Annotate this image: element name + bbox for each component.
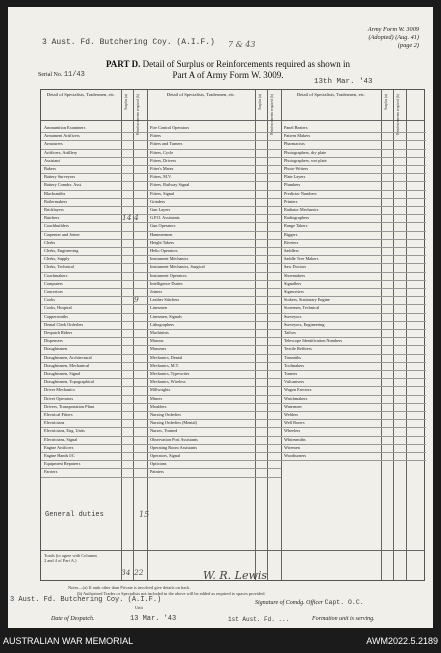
- entry-reinforcements: 4: [134, 213, 139, 223]
- trade-label: Fitters and Turners: [150, 141, 183, 147]
- trade-label: Ammunition Examiners: [44, 125, 86, 130]
- trade-label: Battery Comdrs. Asst.: [44, 182, 82, 188]
- trade-label: Computers: [44, 280, 63, 286]
- trade-label: Mechanics, Dental: [150, 354, 183, 360]
- note-b: (b) Authorised Trades or Specialists not included in the above will be added as required to spaces provided.: [77, 591, 266, 596]
- trade-label: G.P.O. Assistants: [150, 215, 180, 221]
- serving-unit-caption: Formation unit is serving.: [312, 616, 375, 622]
- trade-label: Joiners: [150, 289, 163, 294]
- trade-label: Watchmakers: [284, 395, 308, 401]
- trade-label: Machinists: [150, 330, 169, 335]
- trade-label: Fitter's Mates: [150, 166, 174, 171]
- trade-label: Photographers, wet plate: [284, 157, 327, 163]
- trade-label: Panel Beaters: [284, 125, 308, 130]
- trade-label: Cooks: [44, 297, 55, 303]
- trade-label: Driver Mechanics: [44, 387, 75, 393]
- trade-label: Nurses, Trained: [150, 428, 178, 434]
- trade-label: Shoemakers: [284, 272, 306, 278]
- trade-label: Lithographers: [150, 321, 175, 327]
- trade-label: Butchers: [44, 215, 60, 221]
- trade-label: Fitters, M.V.: [150, 174, 172, 180]
- trade-label: Operating Room Assistants: [150, 444, 198, 450]
- trade-label: Tinsmiths: [284, 354, 302, 360]
- trade-label: Draughtsmen, Architectural: [44, 354, 92, 360]
- trade-label: Wiremen: [284, 444, 300, 450]
- trade-label: Fitters, Signal: [150, 190, 175, 196]
- trade-label: Radiator Mechanics: [284, 207, 319, 212]
- trade-label: Drivers, Transportation Plant: [44, 403, 95, 409]
- trade-label: Radiographers: [284, 215, 310, 221]
- form-reference: Army Form W. 3009 (Adopted) (Aug. 41) (page 2): [367, 26, 419, 49]
- trade-label: Clerks, Supply: [44, 256, 70, 262]
- trade-label: Height Takers: [150, 239, 175, 245]
- serial-number: Serial No. 11/43: [38, 71, 85, 79]
- trade-label: Mechanics, M.T.: [150, 362, 180, 368]
- trade-label: Farriers: [44, 469, 58, 475]
- trade-label: Fitters, Railway Signal: [150, 182, 190, 188]
- trade-label: Gun Operators: [150, 223, 176, 229]
- trade-label: Grinders: [150, 198, 166, 204]
- trade-label: Bricklayers: [44, 207, 64, 212]
- trade-label: Armament Artificers: [44, 133, 80, 139]
- column-header-reinforcements-3: Reinforcements required (b): [396, 94, 400, 135]
- date-typed: 13th Mar. '43: [314, 78, 373, 86]
- trade-label: Masons: [150, 338, 164, 344]
- trade-label: Moulders: [150, 403, 167, 409]
- trade-label: Surveyors, Engineering: [284, 321, 325, 327]
- trade-label: Instrument Operators: [150, 272, 187, 278]
- trade-label: Boilermakers: [44, 198, 68, 204]
- trade-label: Watermen: [284, 403, 302, 409]
- trade-label: Wheelers: [284, 428, 301, 434]
- column-header-surplus-2: Surplus (a): [258, 94, 262, 110]
- trade-label: Signwriters: [284, 289, 304, 294]
- trade-label: Equipment Repairers: [44, 461, 81, 467]
- trade-label: Intelligence Duties: [150, 280, 183, 286]
- trade-label: Draughtsmen, Mechanical: [44, 362, 90, 368]
- trade-label: Opticians: [150, 461, 167, 467]
- trade-label: Operators, Signal: [150, 453, 181, 458]
- trade-label: Linesmen: [150, 305, 167, 311]
- trade-label: Pattern Makers: [284, 133, 311, 139]
- archive-footer: [0, 628, 441, 653]
- trade-label: Saddle Tree Makers: [284, 256, 319, 262]
- trade-label: Nursing Orderlies: [150, 412, 181, 417]
- despatch-date-label: Date of Despatch.: [51, 616, 95, 622]
- trade-label: Armourers: [44, 141, 63, 147]
- trade-label: Textile Refitters: [284, 346, 312, 352]
- trade-label: Assistant: [44, 157, 60, 163]
- trade-label: Coachmakers: [44, 272, 68, 278]
- trade-label: Instrument Mechanics, Surgical: [150, 264, 205, 270]
- trade-label: Plate Layers: [284, 174, 306, 180]
- trade-label: Woodturners: [284, 453, 307, 458]
- trade-label: Instrument Mechanics: [150, 256, 189, 262]
- general-duties-label: General duties: [45, 511, 104, 519]
- surplus-table: [40, 89, 425, 581]
- trade-label: Photographers, dry plate: [284, 149, 327, 155]
- entry-reinforcements: 9: [134, 295, 139, 305]
- trade-label: Range Takers: [284, 223, 308, 229]
- signature-caption: Signature of Comdg. Officer Capt. O.C.: [255, 599, 364, 606]
- totals-label: Totals (to agree with Columns 2 and 4 of Part A.): [44, 553, 98, 564]
- trade-label: Gun Layers: [150, 207, 171, 212]
- trade-label: Concretors: [44, 289, 63, 294]
- general-duties-surplus: 15: [139, 510, 150, 519]
- document-sheet: [8, 7, 433, 628]
- trade-label: Engine Hands I/C: [44, 453, 75, 458]
- trade-label: Saw Doctors: [284, 264, 307, 270]
- trade-label: Vulcanisers: [284, 379, 305, 385]
- column-header-surplus-1: Surplus (a): [124, 94, 128, 110]
- trade-label: Miners: [150, 395, 163, 401]
- part-label: PART D.: [105, 59, 141, 69]
- row-rule: [281, 460, 426, 461]
- trade-label: Helio Operators: [150, 248, 178, 253]
- trade-label: Saddlers: [284, 248, 299, 253]
- trade-label: Plumbers: [284, 182, 301, 188]
- trade-label: Linesmen, Signals: [150, 313, 182, 319]
- trade-label: Wagon Erectors: [284, 387, 312, 393]
- trade-label: Leather Stitchers: [150, 297, 180, 303]
- row-rule: [147, 477, 281, 478]
- trade-label: Electricians: [44, 420, 65, 426]
- trade-label: Driver Operators: [44, 395, 74, 401]
- trade-label: Printers: [284, 198, 298, 204]
- trade-label: Clerks, Technical: [44, 264, 74, 270]
- despatch-date-value: 13 Mar. '43: [130, 615, 177, 623]
- trade-label: Carpenter and Joiner: [44, 231, 80, 237]
- unit-name-typed: 3 Aust. Fd. Butchering Coy. (A.I.F.): [42, 38, 215, 47]
- trade-label: Hammermen: [150, 231, 173, 237]
- period-handwritten: 7 & 43: [228, 40, 256, 49]
- column-header-specialists-2: Detail of Specialists, Tradesmen, etc.: [166, 92, 236, 97]
- form-title-text: Detail of Surplus or Reinforcements required as shown in: [142, 59, 351, 69]
- trade-label: Well Borers: [284, 420, 305, 426]
- trade-label: Electrical Fitters: [44, 412, 73, 417]
- row-rule: [41, 477, 147, 478]
- trade-label: Surveyors: [284, 313, 302, 319]
- trade-label: Stokers, Stationary Engine: [284, 297, 330, 303]
- footer-unit-caption: Unit: [135, 605, 143, 610]
- trade-label: Dispensers: [44, 338, 63, 344]
- trade-label: Riveters: [284, 239, 299, 245]
- footer-unit-typed: 3 Aust. Fd. Butchering Coy. (A.I.F.): [10, 596, 162, 604]
- trade-label: Electricians, Eng. Units: [44, 428, 85, 434]
- trade-label: Mechanics, Wireless: [150, 379, 186, 385]
- trade-label: Draughtsmen, Topographical: [44, 379, 94, 385]
- trade-label: Battery Surveyors: [44, 174, 76, 180]
- trade-label: Millwrights: [150, 387, 171, 393]
- trade-label: Artificers, Artillery: [44, 149, 78, 155]
- trade-label: Blacksmiths: [44, 190, 66, 196]
- trade-label: Dental Clerk Orderlies: [44, 321, 84, 327]
- trade-label: Riggers: [284, 231, 298, 237]
- column-header-reinforcements-2: Reinforcements required (b): [270, 94, 274, 135]
- trade-label: Welders: [284, 412, 298, 417]
- trade-label: Fitters, Drivers: [150, 157, 177, 163]
- form-title-line2: Part A of Army Form W. 3009.: [172, 70, 284, 80]
- trade-label: Photo-Writers: [284, 166, 309, 171]
- trade-label: Coppersmiths: [44, 313, 68, 319]
- total-reinforcements: 22: [134, 568, 144, 577]
- trade-label: Nursing Orderlies (Mental): [150, 420, 198, 426]
- trade-label: Draughtsmen: [44, 346, 68, 352]
- trade-label: Draughtsmen, Signal: [44, 371, 81, 376]
- column-header-surplus-3: Surplus (a): [384, 94, 388, 110]
- trade-label: Whitesmiths: [284, 436, 306, 442]
- trade-label: Pharmacists: [284, 141, 305, 147]
- trade-label: Coachbuilders: [44, 223, 69, 229]
- trade-label: Signallers: [284, 280, 302, 286]
- trade-label: Predictor Numbers: [284, 190, 317, 196]
- trade-label: Mechanics, Typewriter: [150, 371, 190, 376]
- archive-name: AUSTRALIAN WAR MEMORIAL: [3, 636, 134, 646]
- trade-label: Storemen, Technical: [284, 305, 320, 311]
- form-title: [48, 59, 408, 70]
- trade-label: Bakers: [44, 166, 56, 171]
- column-header-reinforcements-1: Reinforcements required (b): [136, 94, 140, 135]
- serving-unit-typed: 1st Aust. Fd. ...: [228, 616, 290, 623]
- note-a: Notes—(a) If rank other than Private is involved give details on back.: [68, 585, 191, 590]
- trade-label: Telescope Identification Numbers: [284, 338, 343, 344]
- trade-label: Engine Artificers: [44, 444, 74, 450]
- trade-label: Tailors: [284, 330, 296, 335]
- total-surplus: 34: [121, 568, 131, 577]
- trade-label: Electricians, Signal: [44, 436, 78, 442]
- trade-label: Painters: [150, 469, 164, 475]
- column-header-specialists-1: Detail of Specialists, Tradesmen, etc.: [46, 92, 116, 97]
- trade-label: Cooks, Hospital: [44, 305, 72, 311]
- trade-label: Fitters: [150, 133, 161, 139]
- trade-label: Fitters, Cycle: [150, 149, 174, 155]
- trade-label: Despatch Riders: [44, 330, 73, 335]
- officer-signature: W. R. Lewis: [203, 569, 268, 582]
- trade-label: Clerks, Engineering: [44, 248, 79, 253]
- trade-label: Clerks: [44, 239, 56, 245]
- trade-label: Masseurs: [150, 346, 167, 352]
- entry-surplus: 14: [122, 213, 132, 223]
- archive-id: AWM2022.5.2189: [366, 636, 438, 646]
- trade-label: Observation Post Assistants: [150, 436, 198, 442]
- trade-label: Fire Control Operators: [150, 125, 190, 130]
- trade-label: Toolmakers: [284, 362, 305, 368]
- column-header-specialists-3: Detail of Specialists, Tradesmen, etc.: [296, 92, 366, 97]
- trade-label: Turners: [284, 371, 298, 376]
